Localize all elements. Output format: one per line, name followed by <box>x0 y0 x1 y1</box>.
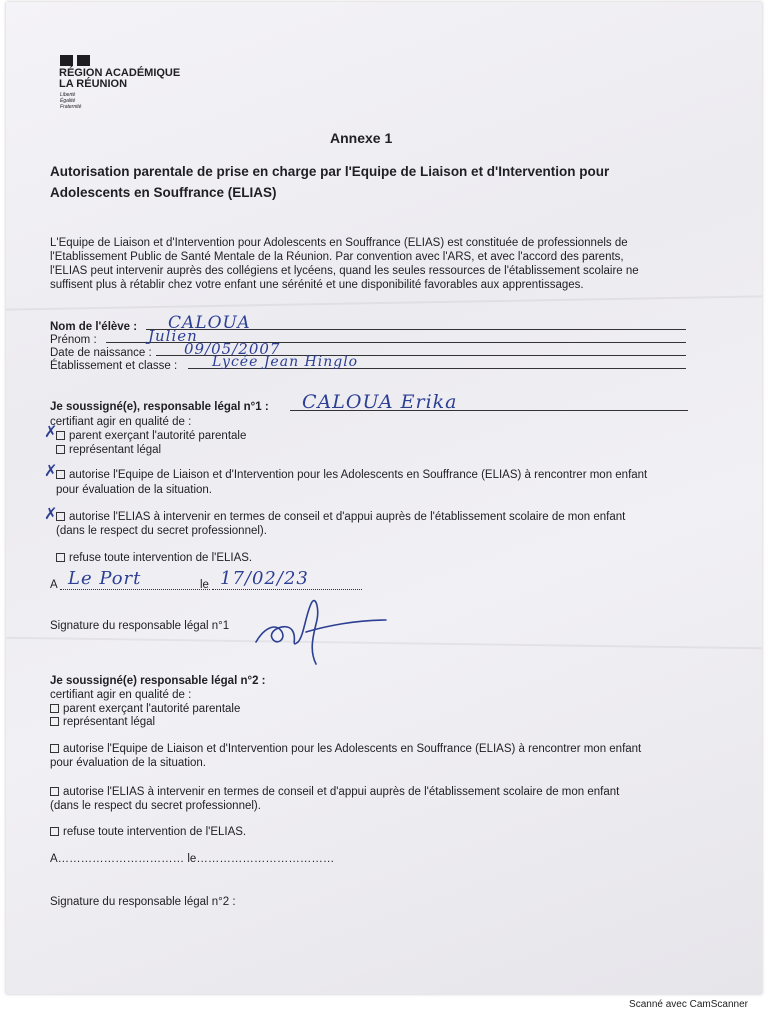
checkbox-refuse-2[interactable] <box>50 827 59 836</box>
annex-title: Annexe 1 <box>330 130 393 146</box>
guardian1-signature-icon <box>246 592 396 677</box>
student-birth-label: Date de naissance : <box>50 347 152 359</box>
motto-liberte: Liberté <box>60 92 76 98</box>
guardian2-authorize2-label: autorise l'ELIAS à intervenir en termes de conseil et d'appui auprès de l'établissement scolaire de mon enfant <box>63 786 620 798</box>
motto-egalite: Égalité <box>60 98 76 104</box>
guardian2-opt-parent-label: parent exerçant l'autorité parentale <box>63 703 241 715</box>
guardian2-authorize1 <box>50 742 641 757</box>
guardian2-refuse <box>50 825 246 840</box>
student-firstname-label: Prénom : <box>50 334 97 346</box>
student-name-value: CALOUA <box>168 313 251 333</box>
guardian1-authorize2-label: autorise l'ELIAS à intervenir en termes de conseil et d'appui auprès de l'établissement scolaire de mon enfant <box>69 511 626 523</box>
guardian2-authorize2-line2: (dans le respect du secret professionnel). <box>50 800 261 812</box>
checkbox-authorize1-2[interactable] <box>50 744 59 753</box>
guardian2-title: Je soussigné(e) responsable légal n°2 : <box>50 675 266 687</box>
student-birth-value: 09/05/2007 <box>184 340 281 358</box>
guardian2-authorize1-line2: pour évaluation de la situation. <box>50 757 206 769</box>
region-line1: RÉGION ACADÉMIQUE <box>59 67 181 79</box>
guardian2-certify: certifiant agir en qualité de : <box>50 689 192 701</box>
checked-mark-icon: ✗ <box>44 461 58 480</box>
guardian1-opt-parent-label: parent exerçant l'autorité parentale <box>69 430 247 442</box>
guardian1-authorize1-label: autorise l'Equipe de Liaison et d'Intervention pour les Adolescents en Souffrance (ELIAS) à rencontrer mon enfant <box>69 469 648 481</box>
guardian2-opt-rep-label: représentant légal <box>63 716 156 728</box>
guardian1-date-prefix: le <box>200 579 209 591</box>
paper-crease <box>6 295 762 310</box>
intro-line: l'Etablissement Public de Santé Mentale de la Réunion. Par convention avec l'ARS, et avec l'accord des parents, <box>50 251 624 263</box>
scanned-document <box>6 2 762 994</box>
guardian2-authorize1-label: autorise l'Equipe de Liaison et d'Intervention pour les Adolescents en Souffrance (ELIAS) à rencontrer mon enfant <box>63 743 642 755</box>
guardian2-authorize2 <box>50 785 619 800</box>
guardian1-refuse-label: refuse toute intervention de l'ELIAS. <box>69 552 253 564</box>
guardian1-date-value: 17/02/23 <box>220 568 309 589</box>
checkbox-authorize2-2[interactable] <box>50 787 59 796</box>
guardian1-place-prefix: A <box>50 579 58 591</box>
motto-fraternite: Fraternité <box>60 104 82 110</box>
guardian1-date-line <box>212 589 362 590</box>
scanner-footer: Scanné avec CamScanner <box>629 999 748 1010</box>
checked-mark-icon: ✗ <box>44 504 58 523</box>
guardian1-title: Je soussigné(e), responsable légal n°1 : <box>50 401 269 413</box>
guardian1-opt-rep <box>56 443 161 458</box>
guardian2-refuse-label: refuse toute intervention de l'ELIAS. <box>63 826 247 838</box>
guardian1-place-line <box>60 589 210 590</box>
guardian2-opt-rep <box>50 715 155 730</box>
guardian1-refuse <box>56 551 252 566</box>
intro-line: suffisent plus à rétablir chez votre enfant une sérénité et une disponibilité favorables aux apprentissages. <box>50 279 584 291</box>
checkbox-rep[interactable] <box>56 445 65 454</box>
student-name-label: Nom de l'élève : <box>50 321 138 333</box>
doc-title-line2: Adolescents en Souffrance (ELIAS) <box>50 185 277 200</box>
student-school-value: Lycée Jean Hinglo <box>212 354 359 370</box>
guardian1-opt-parent <box>56 429 246 444</box>
guardian1-certify: certifiant agir en qualité de : <box>50 416 192 428</box>
guardian1-authorize1 <box>56 468 647 483</box>
checkbox-rep-2[interactable] <box>50 717 59 726</box>
guardian1-authorize2-line2: (dans le respect du secret professionnel). <box>56 525 267 537</box>
checkbox-refuse[interactable] <box>56 553 65 562</box>
guardian1-signature-label: Signature du responsable légal n°1 <box>50 620 230 632</box>
student-school-label: Établissement et classe : <box>50 360 178 372</box>
guardian2-place-date-line: A…………………………… le……………………………… <box>50 853 335 865</box>
guardian2-signature-label: Signature du responsable légal n°2 : <box>50 896 236 908</box>
checkbox-parent-2[interactable] <box>50 704 59 713</box>
guardian1-name-value: CALOUA Erika <box>302 391 458 413</box>
checked-mark-icon: ✗ <box>44 422 58 441</box>
student-firstname-value: Julien <box>148 327 198 345</box>
intro-line: l'ELIAS peut intervenir auprès des collégiens et lycéens, quand les seules ressources de l'établissement scolaire ne <box>50 265 639 277</box>
intro-line: L'Equipe de Liaison et d'Intervention pour Adolescents en Souffrance (ELIAS) est constituée de professionnels de <box>50 237 628 249</box>
guardian1-authorize2 <box>56 510 625 525</box>
region-line2: LA RÉUNION <box>59 78 128 90</box>
guardian1-place-value: Le Port <box>68 568 142 589</box>
guardian1-authorize1-line2: pour évaluation de la situation. <box>56 484 212 496</box>
guardian1-opt-rep-label: représentant légal <box>69 444 162 456</box>
doc-title-line1: Autorisation parentale de prise en charge par l'Equipe de Liaison et d'Intervention pour <box>50 164 610 179</box>
